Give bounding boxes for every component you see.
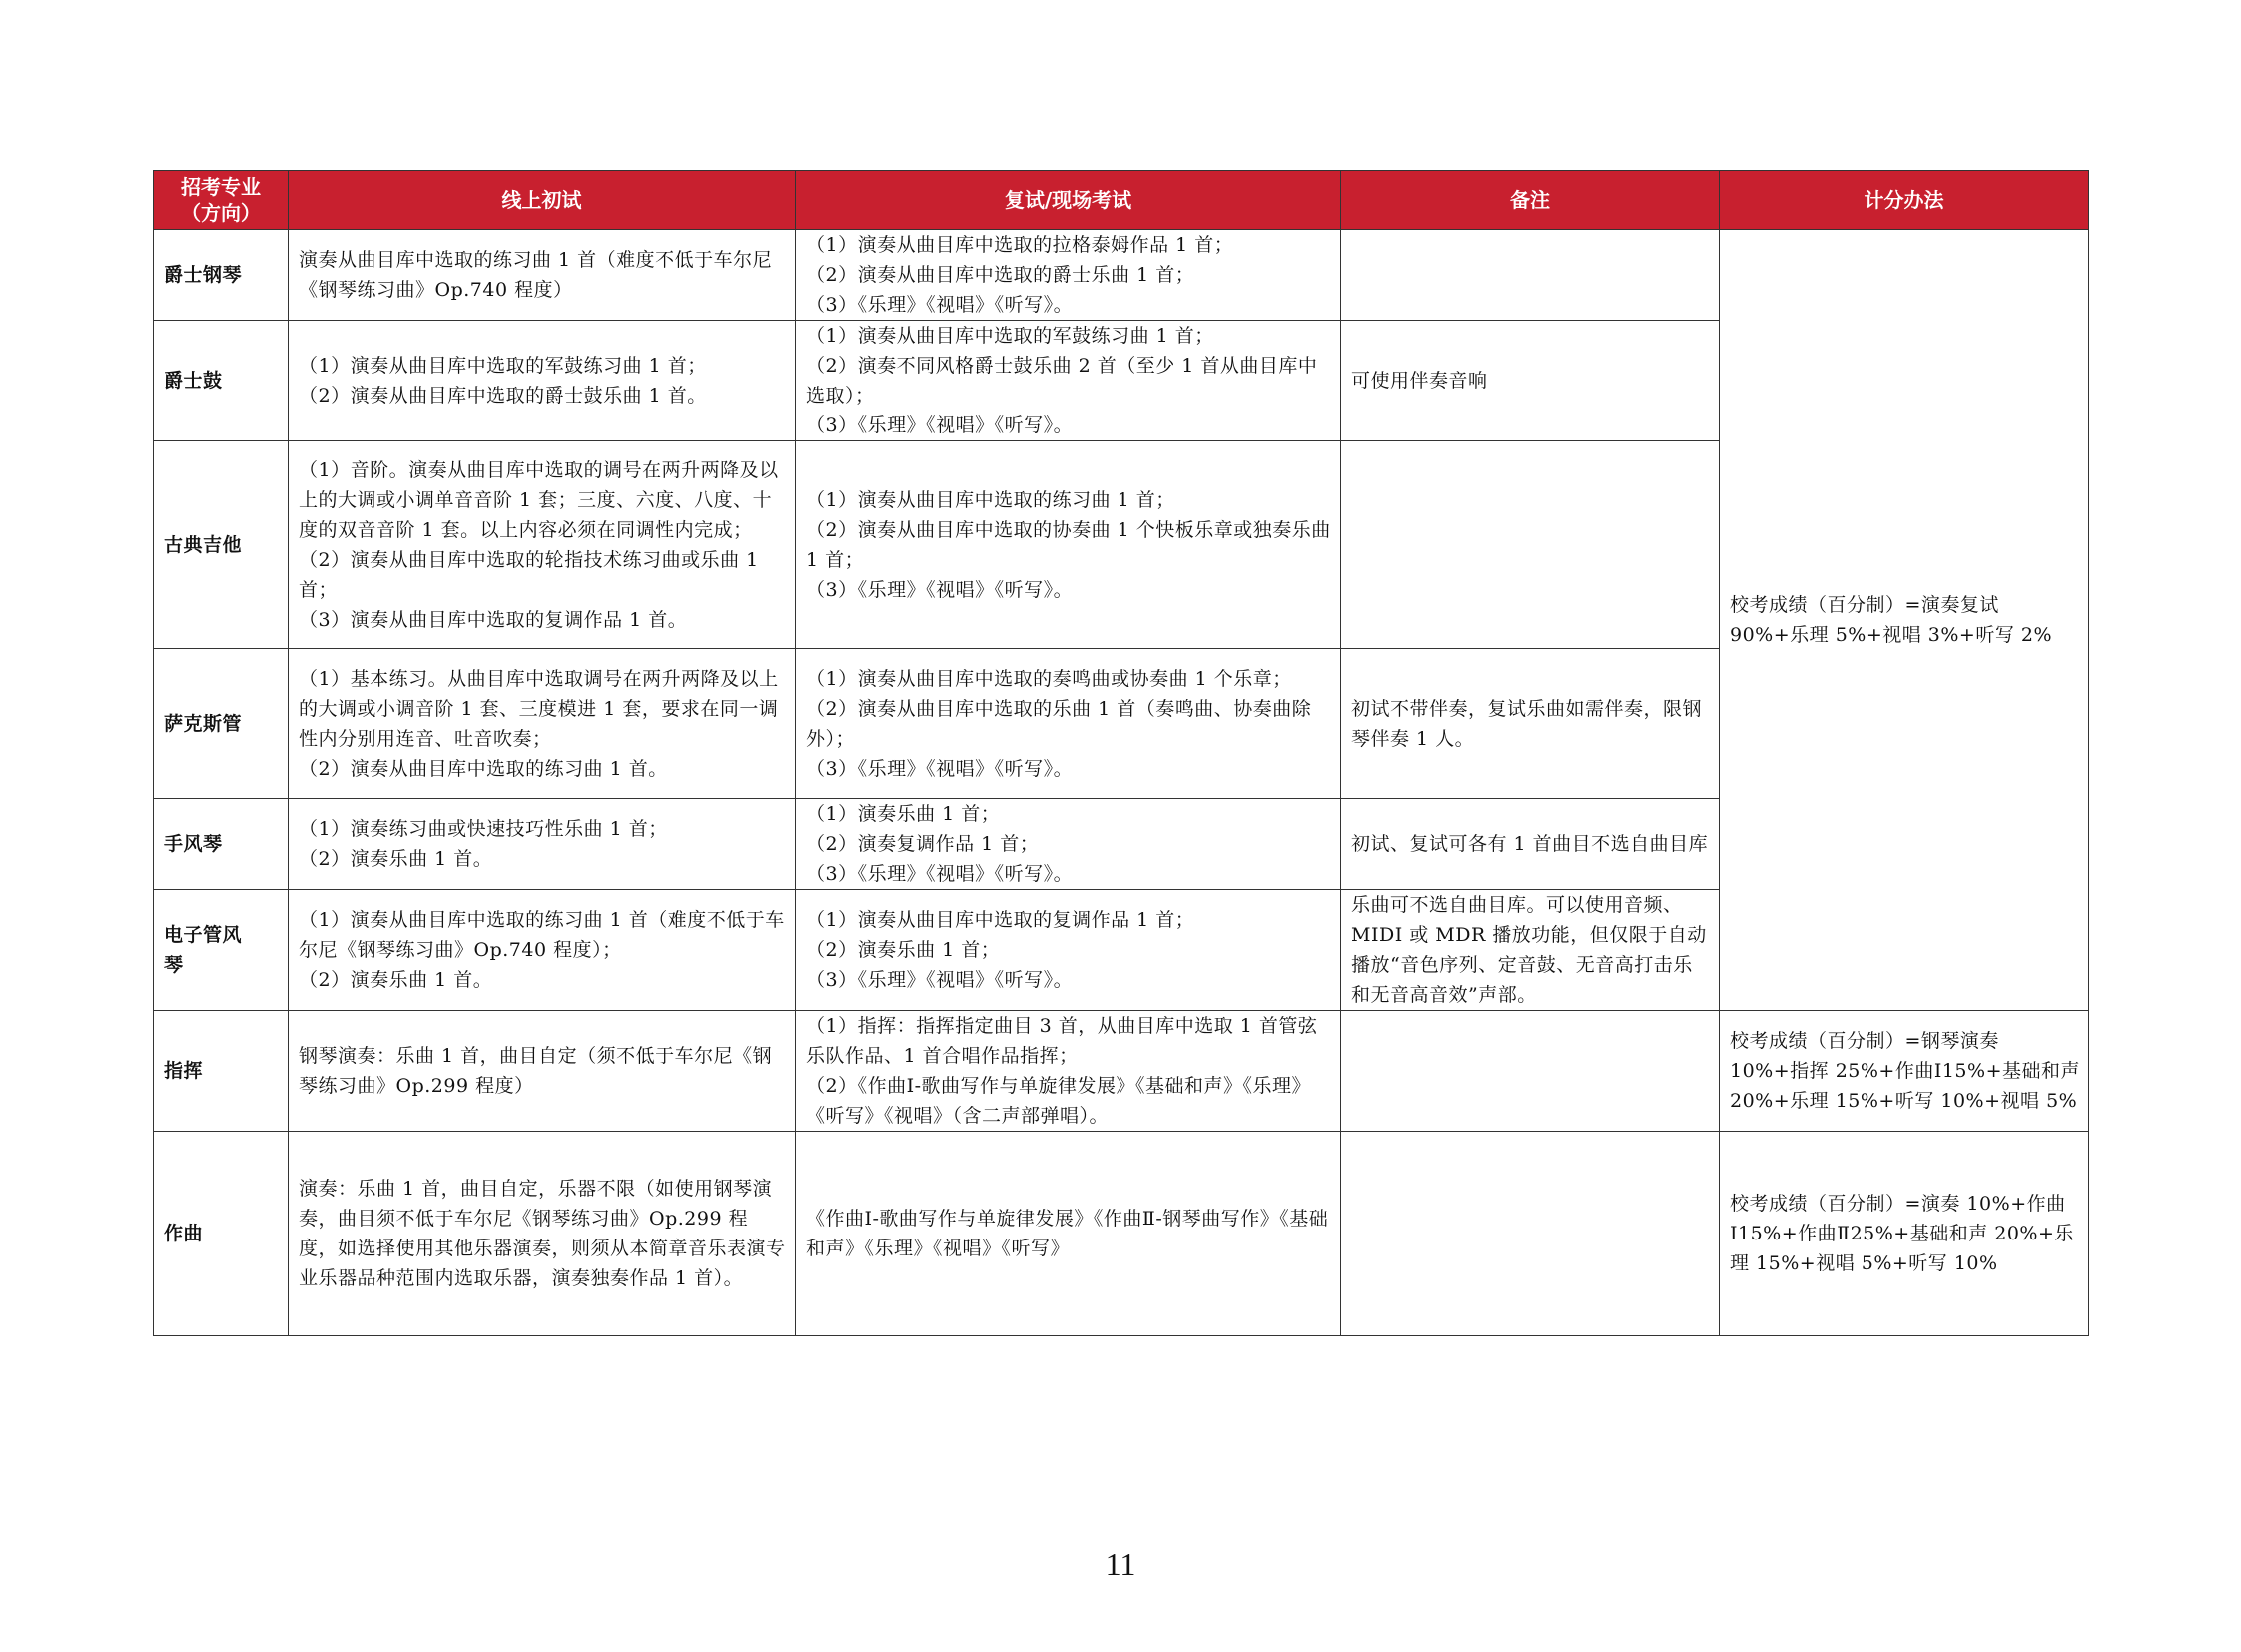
scoring-cell: 校考成绩（百分制）=钢琴演奏 10%+指挥 25%+作曲Ⅰ15%+基础和声 20%+乐理 15%+听写 10%+视唱 5% [1720, 1011, 2089, 1132]
remarks-cell: 初试不带伴奏，复试乐曲如需伴奏，限钢琴伴奏 1 人。 [1341, 649, 1720, 799]
remarks-cell: 初试、复试可各有 1 首曲目不选自曲目库 [1341, 799, 1720, 890]
header-major: 招考专业 （方向） [154, 171, 289, 230]
major-cell: 爵士钢琴 [154, 230, 289, 321]
retest-cell: （1）演奏从曲目库中选取的复调作品 1 首； （2）演奏乐曲 1 首； （3）《乐理》《视唱》《听写》。 [796, 890, 1341, 1011]
retest-cell: 《作曲Ⅰ-歌曲写作与单旋律发展》《作曲Ⅱ-钢琴曲写作》《基础和声》《乐理》《视唱》《听写》 [796, 1132, 1341, 1336]
major-cell: 电子管风 琴 [154, 890, 289, 1011]
table-row [154, 1132, 2089, 1336]
retest-cell: （1）演奏乐曲 1 首； （2）演奏复调作品 1 首； （3）《乐理》《视唱》《听写》。 [796, 799, 1341, 890]
table-row [154, 1011, 2089, 1132]
exam-requirements-table [153, 170, 2089, 1336]
retest-cell: （1）演奏从曲目库中选取的军鼓练习曲 1 首； （2）演奏不同风格爵士鼓乐曲 2 首（至少 1 首从曲目库中选取）； （3）《乐理》《视唱》《听写》。 [796, 321, 1341, 441]
online-cell: （1）基本练习。从曲目库中选取调号在两升两降及以上的大调或小调音阶 1 套、三度模进 1 套，要求在同一调性内分别用连音、吐音吹奏； （2）演奏从曲目库中选取的练习曲 1 首。 [289, 649, 796, 799]
scoring-cell: 校考成绩（百分制）=演奏 10%+作曲Ⅰ15%+作曲Ⅱ25%+基础和声 20%+乐理 15%+视唱 5%+听写 10% [1720, 1132, 2089, 1336]
online-cell: 演奏从曲目库中选取的练习曲 1 首（难度不低于车尔尼《钢琴练习曲》Op.740 程度） [289, 230, 796, 321]
header-remarks: 备注 [1341, 171, 1720, 230]
major-cell: 爵士鼓 [154, 321, 289, 441]
header-online: 线上初试 [289, 171, 796, 230]
remarks-cell [1341, 1011, 1720, 1132]
scoring-cell: 校考成绩（百分制）=演奏复试 90%+乐理 5%+视唱 3%+听写 2% [1720, 230, 2089, 1011]
online-cell: （1）演奏从曲目库中选取的练习曲 1 首（难度不低于车尔尼《钢琴练习曲》Op.740 程度）； （2）演奏乐曲 1 首。 [289, 890, 796, 1011]
major-cell: 手风琴 [154, 799, 289, 890]
remarks-cell: 可使用伴奏音响 [1341, 321, 1720, 441]
table-header-row [154, 171, 2089, 230]
retest-cell: （1）演奏从曲目库中选取的奏鸣曲或协奏曲 1 个乐章； （2）演奏从曲目库中选取的乐曲 1 首（奏鸣曲、协奏曲除外）； （3）《乐理》《视唱》《听写》。 [796, 649, 1341, 799]
remarks-cell [1341, 441, 1720, 649]
online-cell: 钢琴演奏：乐曲 1 首，曲目自定（须不低于车尔尼《钢琴练习曲》Op.299 程度） [289, 1011, 796, 1132]
online-cell: （1）音阶。演奏从曲目库中选取的调号在两升两降及以上的大调或小调单音音阶 1 套；三度、六度、八度、十度的双音音阶 1 套。以上内容必须在同调性内完成； （2）演奏从曲目库中选取的轮指技术练习曲或乐曲 1 首； （3）演奏从曲目库中选取的复调作品 1 首。 [289, 441, 796, 649]
online-cell: （1）演奏从曲目库中选取的军鼓练习曲 1 首； （2）演奏从曲目库中选取的爵士鼓乐曲 1 首。 [289, 321, 796, 441]
retest-cell: （1）演奏从曲目库中选取的拉格泰姆作品 1 首； （2）演奏从曲目库中选取的爵士乐曲 1 首； （3）《乐理》《视唱》《听写》。 [796, 230, 1341, 321]
remarks-cell [1341, 230, 1720, 321]
table-row [154, 230, 2089, 321]
online-cell: 演奏：乐曲 1 首，曲目自定，乐器不限（如使用钢琴演奏，曲目须不低于车尔尼《钢琴练习曲》Op.299 程度，如选择使用其他乐器演奏，则须从本简章音乐表演专业乐器品种范围内选取乐器，演奏独奏作品 1 首）。 [289, 1132, 796, 1336]
header-retest: 复试/现场考试 [796, 171, 1341, 230]
retest-cell: （1）指挥：指挥指定曲目 3 首，从曲目库中选取 1 首管弦乐队作品、1 首合唱作品指挥； （2）《作曲Ⅰ-歌曲写作与单旋律发展》《基础和声》《乐理》《听写》《视唱》（含二声部弹唱）。 [796, 1011, 1341, 1132]
major-cell: 指挥 [154, 1011, 289, 1132]
major-cell: 古典吉他 [154, 441, 289, 649]
major-cell: 萨克斯管 [154, 649, 289, 799]
remarks-cell: 乐曲可不选自曲目库。可以使用音频、MIDI 或 MDR 播放功能，但仅限于自动播放“音色序列、定音鼓、无音高打击乐和无音高音效”声部。 [1341, 890, 1720, 1011]
online-cell: （1）演奏练习曲或快速技巧性乐曲 1 首； （2）演奏乐曲 1 首。 [289, 799, 796, 890]
remarks-cell [1341, 1132, 1720, 1336]
page-number: 11 [1105, 1546, 1136, 1582]
major-cell: 作曲 [154, 1132, 289, 1336]
retest-cell: （1）演奏从曲目库中选取的练习曲 1 首； （2）演奏从曲目库中选取的协奏曲 1 个快板乐章或独奏乐曲 1 首； （3）《乐理》《视唱》《听写》。 [796, 441, 1341, 649]
header-scoring: 计分办法 [1720, 171, 2089, 230]
